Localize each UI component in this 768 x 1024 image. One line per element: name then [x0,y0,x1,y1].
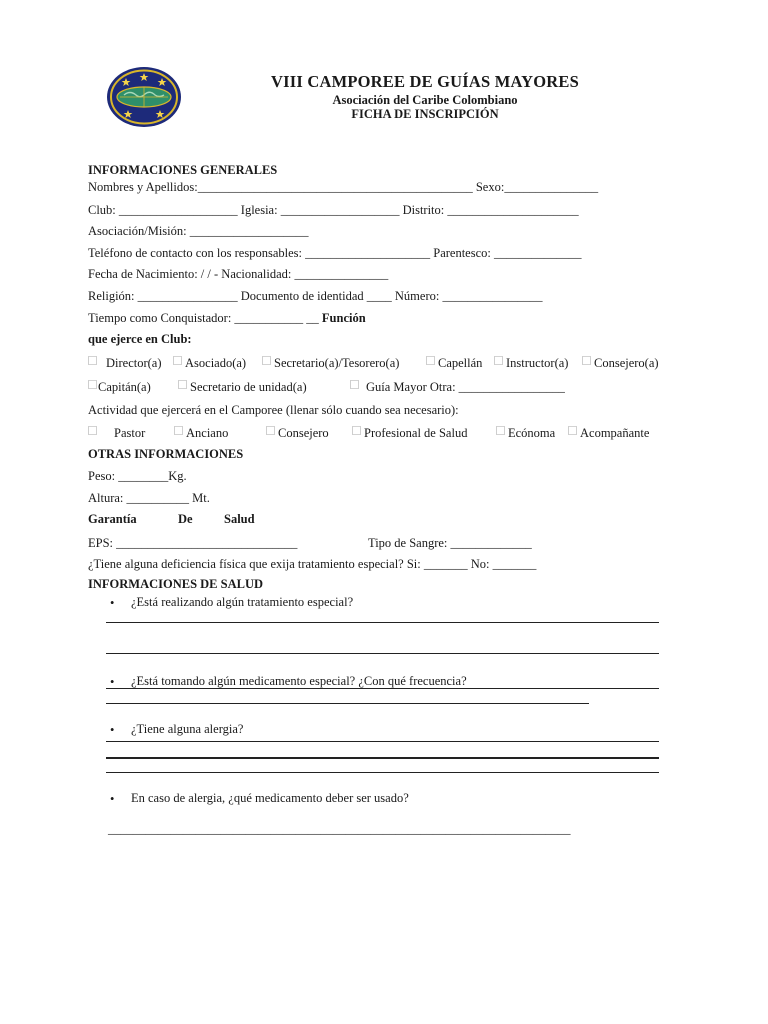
checkbox-icon[interactable]: ⃞ [88,427,98,437]
role-director: Director(a) [106,356,162,370]
answer-line-allergy-2[interactable] [106,757,659,759]
role-capitan: Capitán(a) [98,380,151,394]
other-info-heading: OTRAS INFORMACIONES [88,447,244,461]
bullet-icon: • [110,792,115,806]
guarantee-word-3: Salud [224,512,255,526]
names-sex-field[interactable]: Nombres y Apellidos:____________________________________________ Sexo:_______________ [88,180,599,194]
form-name: FICHA DE INSCRIPCIÓN [351,107,499,121]
checkbox-icon[interactable]: ⃞ [496,427,506,437]
time-as-pathfinder-label: Tiempo como Conquistador: ___________ __ [88,311,322,325]
eps-field[interactable]: EPS: _____________________________ [88,536,298,550]
guarantee-word-1: Garantía [88,512,137,526]
general-info-heading: INFORMACIONES GENERALES [88,163,278,177]
answer-line-medication-2[interactable] [106,703,589,704]
checkbox-icon[interactable]: ⃞ [352,427,362,437]
activity-economa: Ecónoma [508,426,556,440]
checkbox-icon[interactable]: ⃞ [178,381,188,391]
activity-profesional-salud: Profesional de Salud [364,426,468,440]
answer-line-medication-1[interactable] [106,688,659,689]
role-instructor: Instructor(a) [506,356,569,370]
checkbox-icon[interactable]: ⃞ [350,381,360,391]
bullet-icon: • [110,596,115,610]
role-capellan: Capellán [438,356,483,370]
checkbox-icon[interactable]: ⃞ [88,357,98,367]
health-info-heading: INFORMACIONES DE SALUD [88,577,264,591]
association-field[interactable]: Asociación/Misión: ___________________ [88,224,309,238]
phone-relationship-field[interactable]: Teléfono de contacto con los responsables: ____________________ Parentesco: ______________ [88,246,582,260]
answer-line-treatment-2[interactable] [106,653,659,654]
question-medication: ¿Está tomando algún medicamento especial? ¿Con qué frecuencia? [131,674,467,688]
answer-line-treatment-1[interactable] [106,622,659,623]
association-logo [106,66,182,128]
role-secretario-unidad: Secretario de unidad(a) [190,380,307,394]
answer-line-allergy-3[interactable] [106,772,659,773]
activity-consejero: Consejero [278,426,329,440]
activity-pastor: Pastor [114,426,146,440]
question-allergy-medication: En caso de alergia, ¿qué medicamento deber ser usado? [131,791,409,805]
checkbox-icon[interactable]: ⃞ [262,357,272,367]
checkbox-icon[interactable]: ⃞ [266,427,276,437]
association-name: Asociación del Caribe Colombiano [332,93,518,107]
checkbox-icon[interactable]: ⃞ [88,381,98,391]
checkbox-icon[interactable]: ⃞ [582,357,592,367]
guarantee-word-2: De [178,512,193,526]
checkbox-icon[interactable]: ⃞ [494,357,504,367]
role-secretario-tesorero: Secretario(a)/Tesorero(a) [274,356,400,370]
birthdate-nationality-field[interactable]: Fecha de Nacimiento: / / - Nacionalidad: _______________ [88,267,389,281]
answer-line-allergy-1[interactable] [106,741,659,742]
physical-disability-field[interactable]: ¿Tiene alguna deficiencia física que exija tratamiento especial? Si: _______ No: _______ [88,557,537,571]
checkbox-icon[interactable]: ⃞ [174,427,184,437]
funcion-label: Función [321,311,366,325]
checkbox-icon[interactable]: ⃞ [426,357,436,367]
activity-acompanante: Acompañante [580,426,650,440]
form-title: VIII CAMPOREE DE GUÍAS MAYORES [271,72,579,91]
checkbox-icon[interactable]: ⃞ [173,357,183,367]
bullet-icon: • [110,723,115,737]
checkbox-icon[interactable]: ⃞ [568,427,578,437]
question-allergy: ¿Tiene alguna alergia? [131,722,244,736]
religion-id-field[interactable]: Religión: ________________ Documento de identidad ____ Número: ________________ [88,289,543,303]
camporee-activity-question: Actividad que ejercerá en el Camporee (llenar sólo cuando sea necesario): [88,403,459,417]
club-church-district-field[interactable]: Club: ___________________ Iglesia: ___________________ Distrito: _____________________ [88,203,579,217]
time-as-pathfinder-field[interactable] [88,310,366,326]
weight-field[interactable]: Peso: ________Kg. [88,469,187,483]
height-field[interactable]: Altura: __________ Mt. [88,491,210,505]
blood-type-field[interactable]: Tipo de Sangre: _____________ [368,536,532,550]
role-asociado: Asociado(a) [185,356,247,370]
activity-anciano: Anciano [186,426,229,440]
question-treatment: ¿Está realizando algún tratamiento especial? [131,595,354,609]
role-consejero: Consejero(a) [594,356,659,370]
answer-line-allergy-medication[interactable]: __________________________________________________________________________ [108,822,571,836]
club-role-heading: que ejerce en Club: [88,332,192,346]
role-guia-mayor-otra[interactable]: Guía Mayor Otra: _________________ [366,380,565,394]
bullet-icon: • [110,675,115,689]
